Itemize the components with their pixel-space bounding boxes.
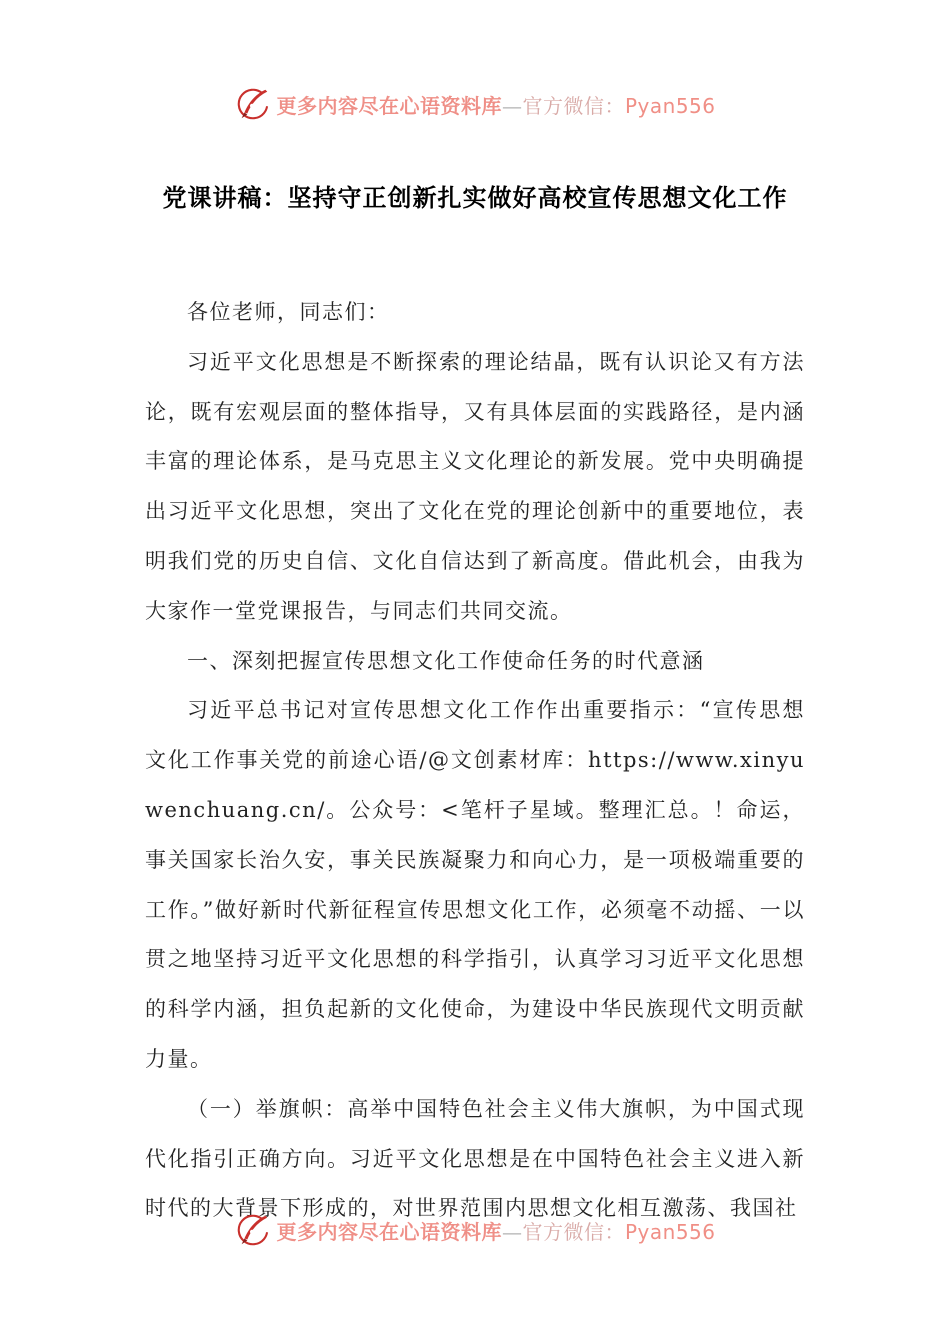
quill-pen-logo-icon: [234, 85, 272, 123]
section-heading: 一、深刻把握宣传思想文化工作使命任务的时代意涵: [187, 648, 705, 673]
salutation-paragraph: 各位老师，同志们：: [187, 300, 390, 324]
watermark-site: 更多内容尽在心语资料库: [276, 93, 502, 118]
watermark-wechat-id: Pyan556: [624, 1219, 716, 1244]
watermark-separator: —: [501, 93, 523, 118]
body-paragraph: 习近平总书记对宣传思想文化工作作出重要指示：“宣传思想文化工作事关党的前途心语/@文创素材库：https://www.xinyuwenchuang.cn/。公众号：<笔杆子星域。整理汇总。！命运，事关国家长治久安，事关民族凝聚力和向心力，是一项极端重要的工作。”做好新时代新征程宣传思想文化工作，必须毫不动摇、一以贯之地坚持习近平文化思想的科学指引，认真学习习近平文化思想的科学内涵，担负起新的文化使命，为建设中华民族现代文明贡献力量。: [145, 698, 805, 1071]
watermark-banner-top: [0, 84, 950, 124]
watermark-text: [276, 1216, 715, 1245]
document-body: [145, 288, 805, 1234]
watermark-separator: —: [501, 1219, 523, 1244]
watermark-wechat-label: 官方微信：: [522, 1219, 625, 1244]
watermark-text: [276, 90, 715, 119]
body-paragraph: （一）举旗帜：高举中国特色社会主义伟大旗帜，为中国式现代化指引正确方向。习近平文化思想是在中国特色社会主义进入新时代的大背景下形成的，对世界范围内思想文化相互激荡、我国社: [145, 1096, 805, 1221]
watermark-wechat-id: Pyan556: [624, 93, 716, 118]
document-title: 党课讲稿：坚持守正创新扎实做好高校宣传思想文化工作: [162, 184, 788, 212]
watermark-site: 更多内容尽在心语资料库: [276, 1219, 502, 1244]
watermark-banner-bottom: [0, 1210, 950, 1250]
watermark-wechat-label: 官方微信：: [522, 93, 625, 118]
quill-pen-logo-icon: [234, 1211, 272, 1249]
body-paragraph: 习近平文化思想是不断探索的理论结晶，既有认识论又有方法论，既有宏观层面的整体指导，又有具体层面的实践路径，是内涵丰富的理论体系，是马克思主义文化理论的新发展。党中央明确提出习近平文化思想，突出了文化在党的理论创新中的重要地位，表明我们党的历史自信、文化自信达到了新高度。借此机会，由我为大家作一堂党课报告，与同志们共同交流。: [145, 349, 805, 623]
